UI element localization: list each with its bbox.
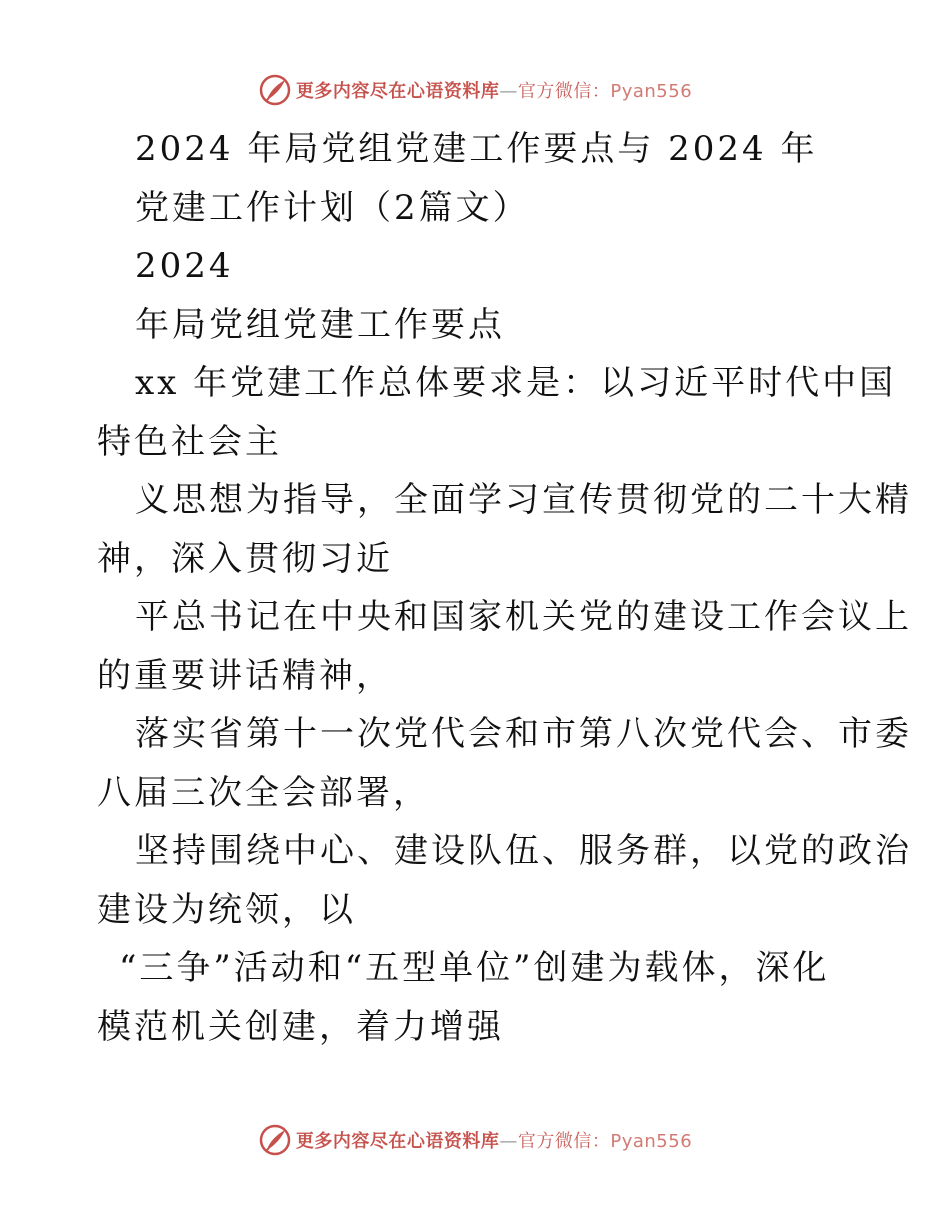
- body-line: 建设为统领，以: [97, 889, 356, 930]
- watermark-text: [296, 1127, 692, 1153]
- quill-pen-logo-icon: [258, 1123, 292, 1157]
- body-line: xx 年党建工作总体要求是：以习近平时代中国: [135, 363, 897, 403]
- body-line: 八届三次全会部署，: [97, 772, 430, 813]
- watermark-main-text: 更多内容尽在心语资料库: [295, 1131, 500, 1152]
- body-line: 坚持围绕中心、建设队伍、服务群，以党的政治: [135, 831, 912, 871]
- section-year: 2024: [135, 246, 234, 286]
- watermark-wechat-label: 官方微信：: [517, 1131, 611, 1152]
- document-title-line-2: 党建工作计划（2篇文）: [135, 187, 530, 228]
- body-line: “三争”活动和“五型单位”创建为载体，深化: [119, 948, 830, 988]
- body-line: 模范机关创建，着力增强: [97, 1006, 504, 1047]
- body-line: 落实省第十一次党代会和市第八次党代会、市委: [135, 714, 912, 754]
- watermark-wechat-id: Pyan556: [610, 1131, 693, 1152]
- body-line: 神，深入贯彻习近: [97, 538, 393, 579]
- body-line: 特色社会主: [97, 421, 282, 462]
- document-body: [97, 120, 912, 1056]
- watermark-wechat-label: 官方微信：: [517, 81, 611, 102]
- header-watermark: [0, 70, 950, 110]
- watermark-main-text: 更多内容尽在心语资料库: [295, 81, 500, 102]
- footer-watermark: [0, 1120, 950, 1160]
- body-line: 的重要讲话精神，: [97, 655, 393, 696]
- quill-pen-logo-icon: [258, 73, 292, 107]
- watermark-separator: —: [499, 1131, 518, 1152]
- watermark-wechat-id: Pyan556: [610, 81, 693, 102]
- watermark-separator: —: [499, 81, 518, 102]
- document-title-line-1: 2024 年局党组党建工作要点与 2024 年: [135, 129, 818, 169]
- body-line: 平总书记在中央和国家机关党的建设工作会议上: [135, 597, 912, 637]
- watermark-text: [296, 77, 692, 103]
- body-line: 义思想为指导，全面学习宣传贯彻党的二十大精: [135, 480, 912, 520]
- section-heading: 年局党组党建工作要点: [135, 304, 505, 345]
